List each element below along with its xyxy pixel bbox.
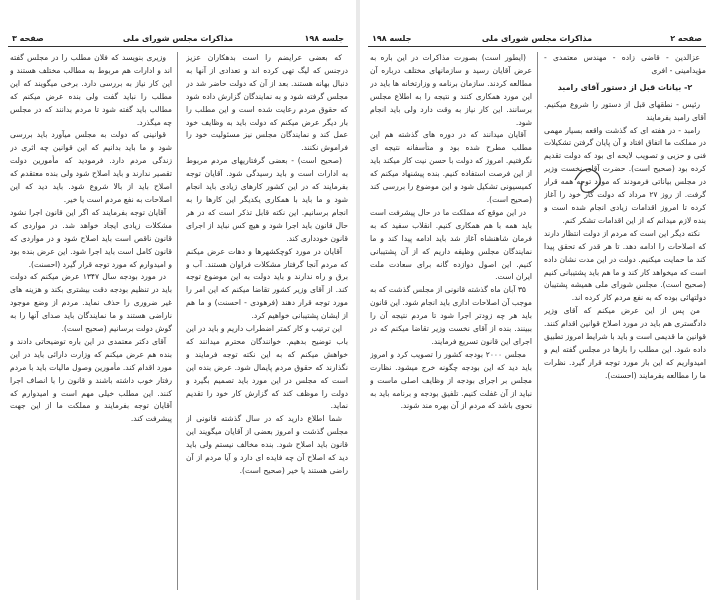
paragraph: شما اطلاع دارید که در سال گذشته قانونی از مجلس گذشت و امروز بعضی از آقایان میگویند این قانون باید اصلاح شود. بنده مخالف نیستم ولی باید دید که اصلاح آن چه فایده ای دارد و آیا مردم از آن راضی هستند یا خیر (صحیح است). (186, 414, 348, 475)
text-column-right (186, 52, 348, 590)
page-header (368, 34, 706, 47)
paragraph: وزیری بنویسد که فلان مطلب را در مجلس گفته اند و ادارات هم مربوط به مطالب مختلف هستند و این کار نیاز به بررسی دارد. برخی میگویند که این مطلب را نباید گفت ولی بنده عرض میکنم که مطالب باید گفته شود تا مردم بدانند که در مجلس چه میگذرد. (10, 53, 172, 127)
right-page (360, 0, 714, 600)
paragraph: آقایان میدانند که در دوره های گذشته هم این مطلب مطرح شده بود و متأسفانه نتیجه ای نگرفتیم. امروز که دولت با حسن نیت کار میکند باید از این فرصت استفاده کنیم. بنده پیشنهاد میکنم که کمیسیونی تشکیل شود و این موضوع را بررسی کند (صحیح است). (370, 130, 532, 204)
paragraph: مجلس ۲۰۰۰ بودجه کشور را تصویب کرد و امروز باید دید که این بودجه چگونه خرج میشود. نظارت مجلس بر اجرای بودجه از وظایف اصلی ماست و نباید از آن غفلت کنیم. تلفیق بودجه و برنامه باید به نحوی باشد که مردم از آن بهره مند شوند. (370, 349, 532, 411)
paragraph: آقایان توجه بفرمایند که اگر این قانون اجرا نشود مشکلات زیادی ایجاد خواهد شد. در مواردی که قانون ناقص است باید اصلاح شود و در مواردی که قانون کامل است باید اجرا شود. این عرض بنده بود و امیدوارم که مورد توجه قرار گیرد (احسنت). (10, 207, 172, 269)
session-number: جلسه ۱۹۸ (372, 34, 412, 43)
publication-title: مذاکرات مجلس شورای ملی (481, 34, 593, 43)
column-divider (177, 52, 178, 590)
page-header (8, 34, 348, 47)
paragraph: این ترتیب و کار کمتر اضطراب داریم و باید در این باب توضیح بدهیم. خوانندگان محترم میدانند که خواهش میکنم که به این نکته توجه فرمایند و نگذارند که حقوق مردم پایمال شود. عرض بنده این است که مجلس در این مورد باید تصمیم بگیرد و دولت را موظف کند که گزارش کار خود را تقدیم نماید. (186, 324, 348, 411)
page-number: صفحه ۲ (670, 34, 702, 43)
paragraph: که بعضی عرایضم را است بدهکاران عزیز درجنس که لیگ تهی کرده اند و تعدادی از آنها به دنبال بهانه هستند. بعد از آن که دولت حاضر شد در مجلس گرفته شود و به نمایندگان گزارش داده شود که حقوق مردم رعایت شده است و این مطلب را بار دیگر عرض میکنم که دولت باید به وظایف خود عمل کند و نمایندگان مجلس نیز مسئولیت خود را فراموش نکنند. (186, 53, 348, 153)
paragraph: ۳۵ آبان ماه گذشته قانونی از مجلس گذشت که به موجب آن اصلاحات اداری باید انجام شود. این قانون باید هر چه زودتر اجرا شود تا مردم نتیجه آن را ببینند. بنده از آقای نخست وزیر تقاضا میکنم که در اجرای این قانون تسریع فرمایند. (370, 285, 532, 346)
paragraph: (صحیح است) - بعضی گرفتاریهای مردم مربوط به ادارات است و باید رسیدگی شود. آقایان توجه بفرمایند که در این کشور کارهای زیادی باید انجام شود و ما باید با همکاری یکدیگر این کارها را به انجام برسانیم. این نکته قابل تذکر است که در هر حال قانون باید اجرا شود و هیچ کس نباید از اجرای قانون خودداری کند. (186, 156, 348, 243)
text-column-right (544, 52, 706, 590)
attendance-list: عزالدین - قاضی زاده - مهندس معتمدی - مؤیدامینی - افری (544, 53, 706, 75)
publication-title: مذاکرات مجلس شورای ملی (122, 34, 234, 43)
section-heading: ۲- بیانات قبل از دستور آقای رامبد (557, 82, 693, 92)
paragraph: در این موقع که مملکت ما در حال پیشرفت است باید همه با هم همکاری کنیم. انقلاب سفید که به فرمان شاهنشاه آغاز شد باید ادامه پیدا کند و ما نمایندگان مجلس وظیفه داریم که از آن پشتیبانی کنیم. این اصول دوازده گانه برای سعادت ملت ایران است. (370, 207, 532, 282)
paragraph: در مورد بودجه سال ۱۳۴۷ عرض میکنم که دولت باید در تنظیم بودجه دقت بیشتری بکند و هزینه های غیر ضروری را حذف نماید. مردم از وضع موجود ناراضی هستند و ما نمایندگان باید صدای آنها را به گوش دولت برسانیم (صحیح است). (10, 272, 172, 334)
text-column-left (370, 52, 532, 590)
text-column-left (10, 52, 172, 590)
page-number: صفحه ۳ (12, 34, 44, 43)
paragraph: رئیس - نطقهای قبل از دستور را شروع میکنیم. آقای رامبد بفرمایند (544, 99, 706, 122)
paragraph: نکته دیگر این است که مردم از دولت انتظار دارند که اصلاحات را ادامه دهد. تا هر قدر که تحقق پیدا کند ما حمایت میکنیم. دولت در این مدت نشان داده است که میخواهد کار کند و ما هم باید پشتیبانی کنیم (صحیح است). مجلس شورای ملی همیشه پشتیبان دولتهائی بوده که به نفع مردم کار کرده اند. (544, 228, 706, 303)
paragraph: رامبد - در هفته ای که گذشت واقعه بسیار مهمی در مملکت ما اتفاق افتاد و آن پایان گرفتن تشکیلات فنی و حزبی و تصویب لایحه ای بود که دولت تقدیم کرده بود (صحیح است). حضرت آقای نخست وزیر در مجلس بیاناتی فرمودند که مورد توجه همه قرار گرفت. از روز ۲۷ مرداد که دولت کار خود را آغاز کرده تا امروز اقدامات زیادی انجام شده است و بنده لازم میدانم که از این اقدامات تشکر کنم. (544, 125, 706, 225)
left-page (0, 0, 356, 600)
paragraph: آقایان در مورد کوچکشهرها و دهات عرض میکنم که مردم آنجا گرفتار مشکلات فراوان هستند. آب و برق و راه ندارند و باید دولت به این موضوع توجه کند. از آقای وزیر کشور تقاضا میکنم که این امر را مورد توجه قرار دهند (فرهودی - احسنت) و ما هم از ایشان پشتیبانی خواهیم کرد. (186, 246, 348, 321)
paragraph: من پس از این عرض میکنم که آقای وزیر دادگستری هم باید در مورد اصلاح قوانین اقدام کنند. قوانین ما قدیمی است و باید با شرایط امروز تطبیق داده شود. این مطلب را بارها در مجلس گفته ایم و امیدواریم که این بار مورد توجه قرار گیرد. نظرات ما را مطالعه بفرمایند (احسنت). (544, 306, 706, 380)
handwritten-mark-icon (570, 160, 610, 200)
paragraph: آقای دکتر معتمدی در این باره توضیحاتی دادند و بنده هم عرض میکنم که وزارت دارائی باید در این مورد اقدام کند. مأمورین وصول مالیات باید با مردم رفتار خوب داشته باشند و قانون را با انصاف اجرا کنند. این مطلب خیلی مهم است و امیدوارم که آقایان توجه بفرمایند و مملکت ما از این جهت پیشرفت کند. (10, 336, 172, 424)
session-number: جلسه ۱۹۸ (304, 34, 344, 43)
paragraph: قوانینی که دولت به مجلس میآورد باید بررسی شود و ما باید بدانیم که این قوانین چه اثری در زندگی مردم دارد. فرمودید که مأمورین دولت تقصیر ندارند و باید اصلاح شود ولی بنده معتقدم که اصلاح باید از بالا شروع شود. باید دید که این اصلاحات به نفع مردم است یا خیر. (10, 130, 172, 204)
paragraph: (ایطور است) بصورت مذاکرات در این باره به عرض آقایان رسید و سازمانهای مختلف درباره آن مطالعه کردند. سازمان برنامه و وزارتخانه ها باید در این مورد همکاری کنند و نتیجه را به اطلاع مجلس برسانند. این کار نیاز به وقت دارد ولی باید انجام شود. (370, 53, 532, 127)
column-divider (537, 52, 538, 590)
